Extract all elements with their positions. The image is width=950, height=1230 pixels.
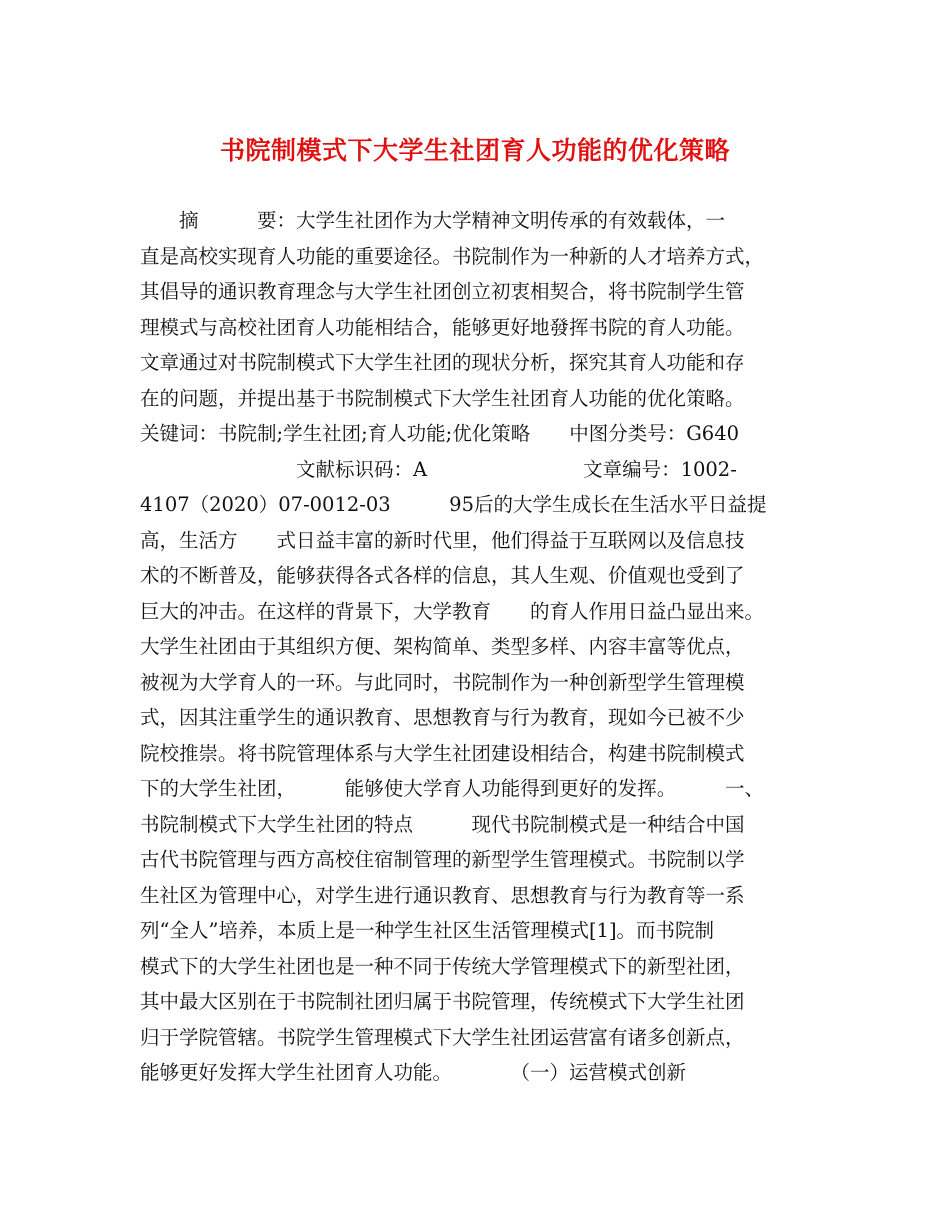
text-line: 其倡导的通识教育理念与大学生社团创立初衷相契合，将书院制学生管	[140, 280, 745, 303]
text-line: 其中最大区别在于书院制社团归属于书院管理，传统模式下大学生社团	[140, 990, 745, 1013]
document-body	[140, 203, 820, 1091]
text-line: 高，生活方 式日益丰富的新时代里，他们得益于互联网以及信息技	[140, 528, 745, 552]
text-line: 院校推崇。将书院管理体系与大学生社团建设相结合，构建书院制模式	[140, 741, 745, 765]
keywords-line: 关键词：书院制;学生社团;育人功能;优化策略 中图分类号：G640	[140, 422, 740, 445]
text-line: 4107（2020）07-0012-03 95后的大学生成长在生活水平日益提	[140, 493, 767, 516]
document-id-line: 文献标识码：A 文章编号：1002-	[140, 457, 737, 481]
text-line: 模式下的大学生社团也是一种不同于传统大学管理模式下的新型社团，	[140, 954, 745, 978]
text-line: 文章通过对书院制模式下大学生社团的现状分析，探究其育人功能和存	[140, 351, 745, 374]
text-line: 列“全人”培养，本质上是一种学生社区生活管理模式[1]。而书院制	[140, 919, 715, 942]
text-line: 巨大的冲击。在这样的背景下，大学教育 的育人作用日益凸显出来。	[140, 599, 765, 623]
text-line: 直是高校实现育人功能的重要途径。书院制作为一种新的人才培养方式，	[140, 244, 765, 268]
text-line: 生社区为管理中心，对学生进行通识教育、思想教育与行为教育等一系	[140, 883, 745, 907]
text-line: 古代书院管理与西方高校住宿制管理的新型学生管理模式。书院制以学	[140, 848, 745, 871]
text-line: 归于学院管辖。书院学生管理模式下大学生社团运营富有诸多创新点，	[140, 1025, 745, 1049]
text-line: 大学生社团由于其组织方便、架构简单、类型多样、内容丰富等优点，	[140, 635, 745, 658]
text-line: 在的问题，并提出基于书院制模式下大学生社团育人功能的优化策略。	[140, 386, 745, 410]
text-line: 式，因其注重学生的通识教育、思想教育与行为教育，现如今已被不少	[140, 706, 745, 729]
text-line: 理模式与高校社团育人功能相结合，能够更好地發挥书院的育人功能。	[140, 315, 745, 339]
document-title: 书院制模式下大学生社团育人功能的优化策略	[219, 136, 730, 165]
text-line: 下的大学生社团， 能够使大学育人功能得到更好的发挥。 一、	[140, 777, 765, 800]
text-line: 被视为大学育人的一环。与此同时，书院制作为一种创新型学生管理模	[140, 670, 745, 694]
text-line: 术的不断普及，能够获得各式各样的信息，其人生观、价值观也受到了	[140, 564, 745, 587]
text-line: 能够更好发挥大学生社团育人功能。 （一）运营模式创新	[140, 1061, 687, 1084]
text-line: 摘 要：大学生社团作为大学精神文明传承的有效载体，一	[140, 209, 726, 232]
text-line: 书院制模式下大学生社团的特点 现代书院制模式是一种结合中国	[140, 812, 745, 836]
